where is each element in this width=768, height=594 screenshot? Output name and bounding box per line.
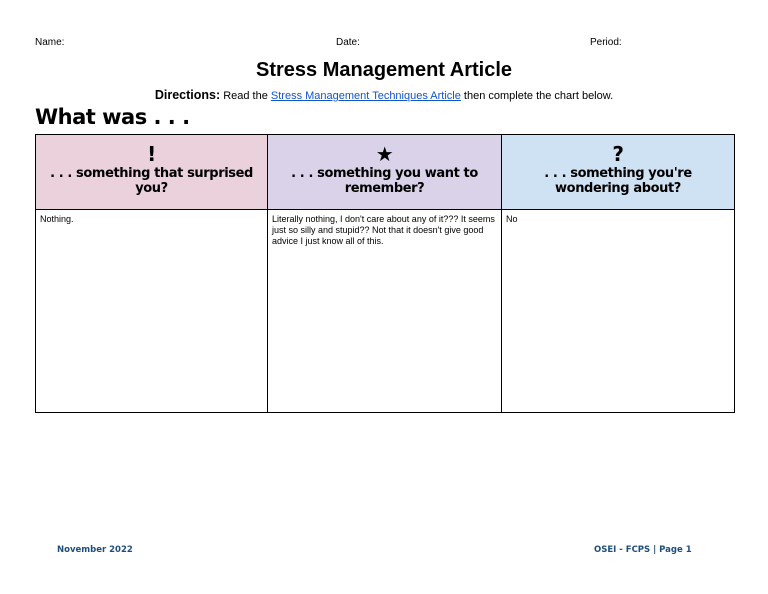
footer-date: November 2022 (57, 545, 133, 555)
page-title: Stress Management Article (255, 59, 512, 81)
header-remember (268, 135, 502, 210)
header-surprised-label: . . . something that surprised you? (50, 166, 253, 196)
header-wondering (502, 135, 735, 210)
directions-text-after-link: then complete the chart below. (460, 90, 614, 102)
directions-line (0, 88, 768, 102)
directions-text-before-link: Read the (220, 90, 271, 102)
date-label: Date: (336, 37, 360, 48)
question-mark-icon: ? (612, 142, 624, 166)
header-remember-label: . . . something you want to remember? (291, 166, 478, 196)
response-surprised[interactable]: Nothing. (36, 210, 268, 413)
star-icon: ★ (375, 142, 394, 166)
section-heading: What was . . . (35, 105, 190, 129)
header-wondering-label: . . . something you're wondering about? (544, 166, 692, 196)
footer-page-info: OSEI - FCPS | Page 1 (594, 545, 692, 555)
directions-lead: Directions: (154, 88, 221, 102)
article-link[interactable]: Stress Management Techniques Article (270, 90, 461, 102)
chart-response-row (36, 210, 735, 413)
name-label: Name: (35, 37, 65, 48)
exclamation-icon: ! (147, 142, 156, 166)
period-label: Period: (590, 37, 622, 48)
response-chart (35, 134, 735, 413)
chart-header-row (36, 135, 735, 210)
response-wondering[interactable]: No (502, 210, 735, 413)
header-surprised (36, 135, 268, 210)
response-remember[interactable]: Literally nothing, I don't care about any of it??? It seems just so silly and stupid?? Not that it doesn't give good advice I just know all of this. (268, 210, 502, 413)
